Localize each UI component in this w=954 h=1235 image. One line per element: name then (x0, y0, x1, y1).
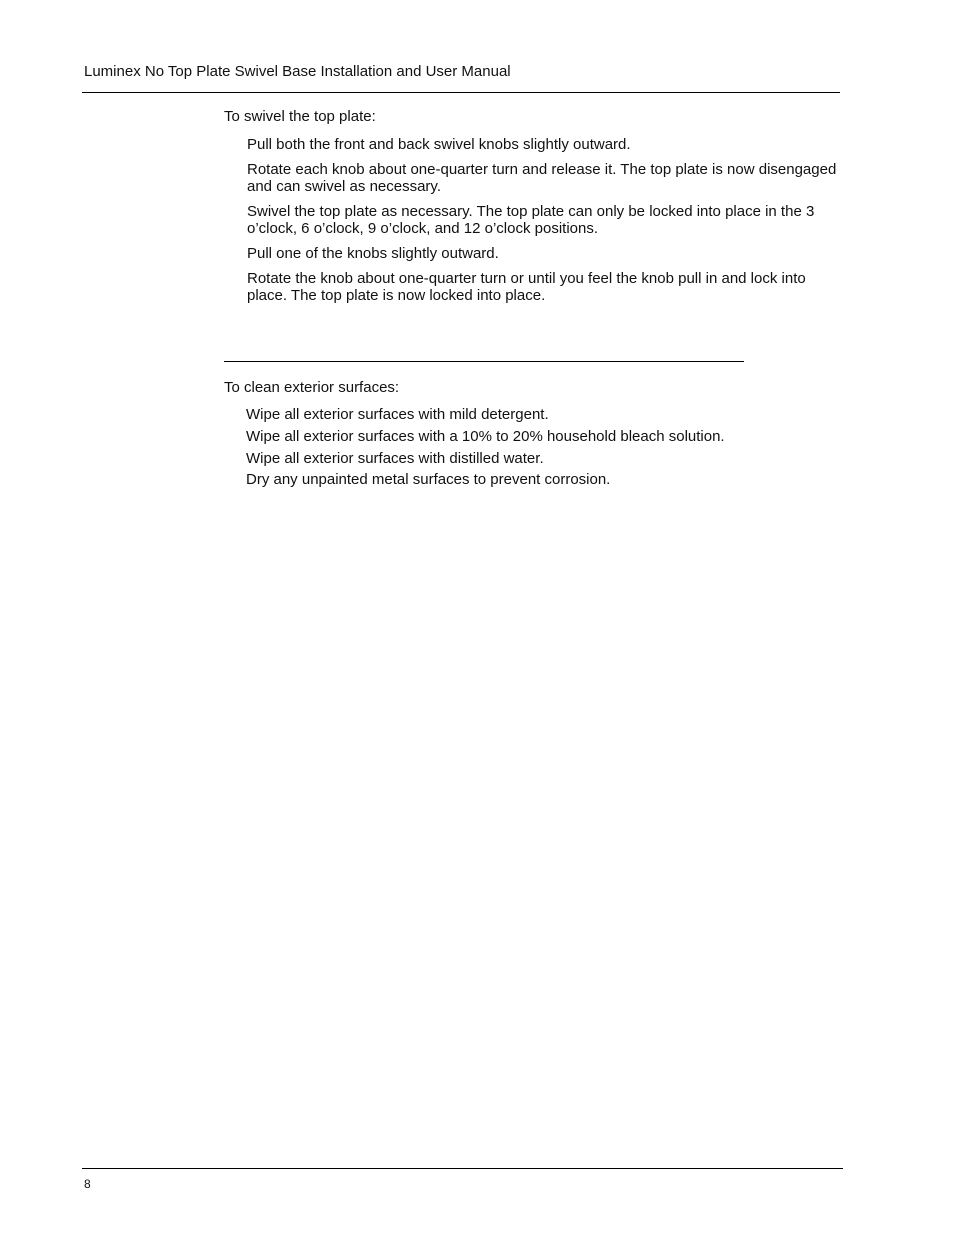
clean-item-3: Wipe all exterior surfaces with distilled water. (246, 450, 544, 467)
swivel-step-2: Rotate each knob about one-quarter turn and release it. The top plate is now disengaged and can swivel as necessary. (247, 161, 837, 195)
footer-divider (82, 1168, 843, 1169)
clean-intro: To clean exterior surfaces: (224, 379, 400, 396)
swivel-step-4: Pull one of the knobs slightly outward. (247, 245, 499, 262)
header-divider (82, 92, 840, 93)
section-divider (224, 361, 744, 362)
document-title: Luminex No Top Plate Swivel Base Installation and User Manual (84, 63, 511, 80)
swivel-step-5: Rotate the knob about one-quarter turn or until you feel the knob pull in and lock into place. The top plate is now locked into place. (247, 270, 806, 304)
clean-item-2: Wipe all exterior surfaces with a 10% to 20% household bleach solution. (246, 428, 725, 445)
page-number: 8 (84, 1177, 91, 1191)
clean-item-1: Wipe all exterior surfaces with mild detergent. (246, 406, 549, 423)
clean-item-4: Dry any unpainted metal surfaces to prevent corrosion. (246, 471, 611, 488)
swivel-step-3: Swivel the top plate as necessary. The top plate can only be locked into place in the 3 o’clock, 6 o’clock, 9 o’clock, and 12 o’clock positions. (247, 203, 815, 237)
swivel-step-1: Pull both the front and back swivel knobs slightly outward. (247, 136, 631, 153)
swivel-intro: To swivel the top plate: (224, 108, 376, 125)
